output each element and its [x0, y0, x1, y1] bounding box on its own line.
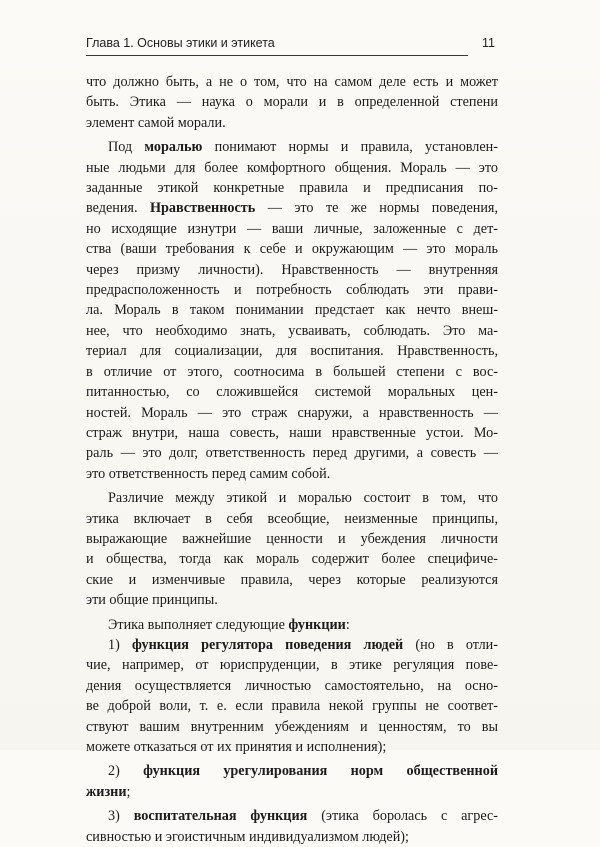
- chapter-title: Глава 1. Основы этики и этикета: [86, 36, 275, 50]
- list-item: 2) функция урегулирования норм общественной: [108, 763, 498, 780]
- text-line: чие, например, от юриспруденции, в этике регуляция пове-: [86, 657, 498, 674]
- text-line: Этика выполняет следующие функции:: [108, 616, 350, 633]
- list-item: 1) функция регулятора поведения людей (но в отли-: [108, 636, 498, 653]
- text-line: выражающие важнейшие ценности и убеждения личности: [86, 530, 498, 547]
- text-line: быть. Этика — наука о морали и в определенной степени: [86, 94, 498, 111]
- text-line: заданные этикой конкретные правила и предписания по-: [86, 180, 498, 197]
- text-line: ствуют вашим внутренним убеждениям и ценностям, то вы: [86, 718, 498, 735]
- list-item: 3) воспитательная функция (этика боролась с агрес-: [108, 808, 498, 825]
- text-line: что должно быть, а не о том, что на самом деле есть и может: [86, 74, 498, 90]
- text-line: можете отказаться от их принятия и исполнения);: [86, 739, 387, 755]
- text-line: этика включает в себя всеобщие, неизменные принципы,: [86, 510, 498, 527]
- header-rule: [86, 55, 468, 56]
- term-ethics-inner: Нравственность: [149, 200, 256, 217]
- text-line: элемент самой морали.: [86, 114, 226, 131]
- term-morality: моралью: [144, 139, 203, 156]
- text-line: это ответственность перед самим собой.: [86, 465, 331, 482]
- text-line: нее, что необходимо знать, усваивать, соблюдать. Это ма-: [86, 322, 498, 339]
- text-line: ве доброй воли, т. е. если правила некой группы не соответ-: [86, 698, 498, 715]
- text-line: дения осуществляется личностью самостоятельно, на осно-: [86, 677, 498, 694]
- page-number: 11: [482, 36, 495, 50]
- page-body: [86, 72, 498, 847]
- text-line: но исходящие изнутри — ваши личные, заложенные с дет-: [86, 220, 498, 237]
- text-line: ла. Мораль в таком понимании предстает как нечто внеш-: [86, 302, 498, 319]
- text-line: Под моралью понимают нормы и правила, установлен-: [108, 139, 499, 156]
- text-line: и общества, тогда как мораль содержит более специфиче-: [86, 551, 498, 568]
- text-line: Различие между этикой и моралью состоит в том, что: [108, 490, 498, 507]
- text-line: ства (ваши требования к себе и окружающим — это мораль: [86, 241, 498, 258]
- text-line: сивностью и эгоистичным индивидуализмом людей);: [86, 828, 409, 845]
- text-line: ские и изменчивые правила, через которые реализуются: [86, 571, 498, 588]
- text-line: питанностью, со сложившейся системой моральных цен-: [86, 384, 498, 401]
- text-line: раль — это долг, ответственность перед другими, а совесть —: [86, 445, 498, 462]
- text-line: ведения. Нравственность — это те же нормы поведения,: [86, 200, 498, 217]
- text-line: страж внутри, наша совесть, наши нравственные устои. Мо-: [86, 424, 498, 441]
- text-line: ностей. Мораль — это страж снаружи, а нравственность —: [86, 404, 498, 421]
- term-functions: функции: [288, 616, 346, 633]
- text-line: в отличие от этого, соотносима в большей степени с вос-: [86, 363, 498, 380]
- text-line: ные людьми для более комфортного общения. Мораль — это: [86, 159, 498, 176]
- text-line: эти общие принципы.: [86, 592, 218, 609]
- text-line: териал для социализации, для воспитания. Нравственность,: [86, 343, 498, 360]
- text-line: жизни;: [86, 783, 131, 800]
- text-line: предрасположенность и потребность соблюдать эти прави-: [86, 282, 498, 299]
- text-line: через призму личности). Нравственность — внутренняя: [86, 261, 498, 278]
